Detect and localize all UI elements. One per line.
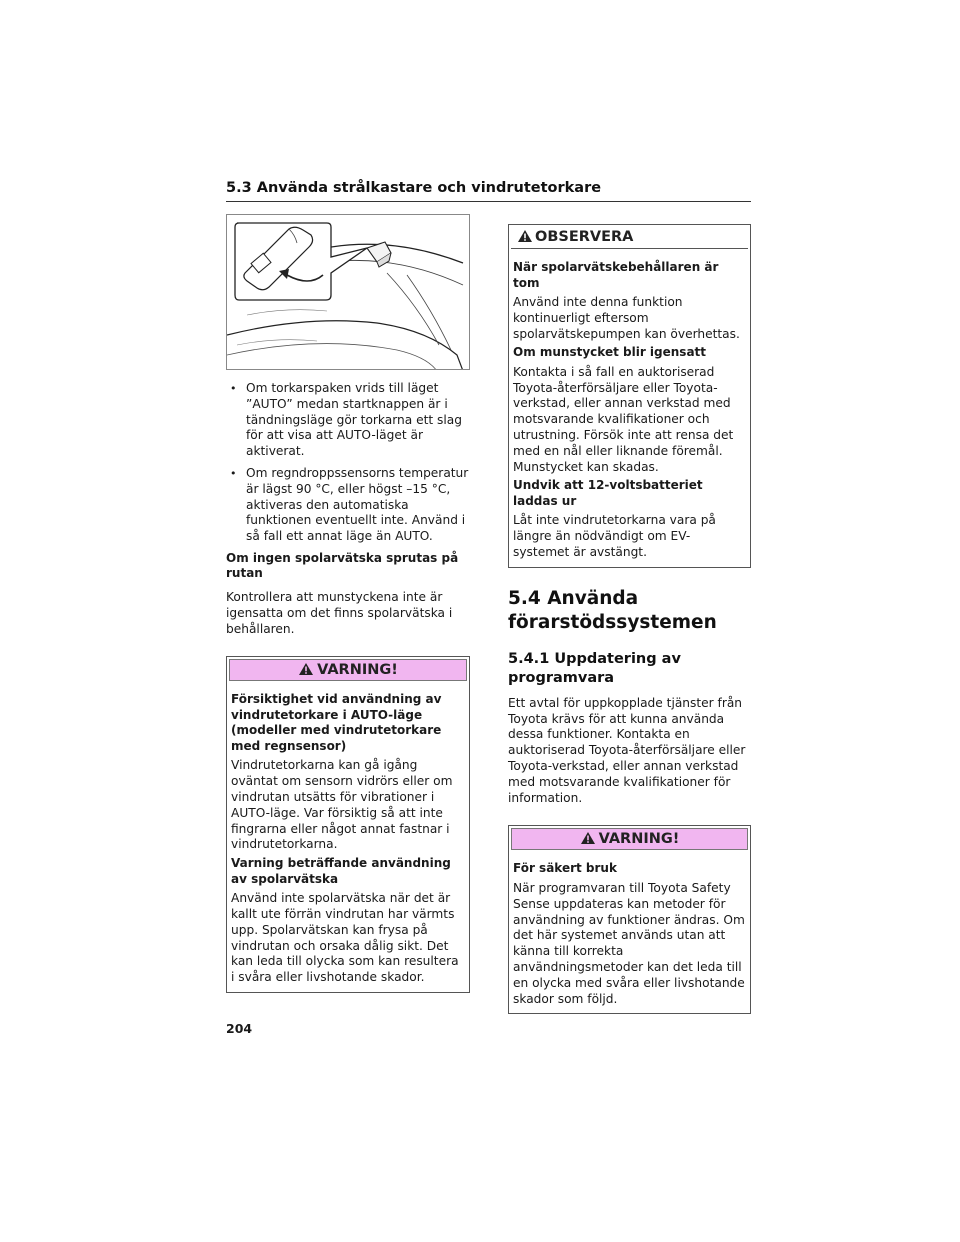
section-title: 5.3 Använda strålkastare och vindrutetorkare bbox=[226, 180, 602, 196]
warning-triangle-icon bbox=[517, 229, 533, 249]
info-bullet-list bbox=[226, 381, 470, 545]
notice-subheading: När spolarvätskebehållaren är tom bbox=[513, 260, 719, 290]
page-number: 204 bbox=[226, 1021, 253, 1036]
subsection-heading: 5.4.1 Uppdatering av programvara bbox=[508, 650, 681, 686]
warning-box-wipers bbox=[226, 656, 470, 993]
car-windshield-drawing bbox=[227, 215, 470, 370]
paragraph-software-update: Ett avtal för uppkopplade tjänster från Toyota krävs för att kunna använda dessa funktioner. Kontakta en auktoriserad Toyota-återförsäljare eller Toyota-verkstad, eller annan verkstad med motsvarande kvalifikationer för information. bbox=[508, 695, 746, 805]
warning-text: När programvaran till Toyota Safety Sense uppdateras kan metoder för användning av funktioner ändras. Om det här systemet används utan att känna till korrekta användningsmetoder kan det leda till en olycka med svåra eller livshotande skador som följd. bbox=[513, 880, 745, 1006]
warning-triangle-icon bbox=[580, 831, 596, 851]
warning-title: VARNING! bbox=[598, 831, 680, 848]
notice-subheading: Undvik att 12-voltsbatteriet laddas ur bbox=[513, 478, 703, 508]
warning-text: Använd inte spolarvätska när det är kallt ute förrän vindrutan har värmts upp. Spolarvätskan kan frysa på vindrutan och orsaka dålig sikt. Det kan leda till olycka som kan resultera i svåra eller livshotande skador. bbox=[231, 891, 459, 985]
section-heading: 5.4 Använda förarstödssystemen bbox=[508, 587, 717, 633]
paragraph-nozzle-check: Kontrollera att munstyckena inte är igensatta om det finns spolarvätska i behållaren. bbox=[226, 589, 453, 636]
left-column bbox=[226, 214, 470, 993]
notice-subheading: Om munstycket blir igensatt bbox=[513, 345, 707, 360]
warning-subheading: Varning beträffande användning av spolarvätska bbox=[231, 856, 451, 886]
notice-title: OBSERVERA bbox=[535, 229, 634, 245]
notice-header bbox=[511, 227, 748, 249]
warning-header bbox=[511, 828, 748, 850]
right-column bbox=[508, 224, 751, 1014]
list-item: • Om torkarspaken vrids till läget ”AUTO” medan startknappen är i tändningsläge gör torkarna ett slag för att visa att AUTO-läget är aktiverat. bbox=[226, 381, 470, 460]
warning-title: VARNING! bbox=[317, 662, 398, 679]
warning-header bbox=[229, 659, 467, 681]
warning-subheading: Försiktighet vid användning av vindrutetorkare i AUTO-läge (modeller med vindrutetorkare med regnsensor) bbox=[231, 692, 442, 753]
running-header bbox=[226, 178, 751, 202]
wiper-illustration bbox=[226, 214, 470, 370]
warning-box-safety bbox=[508, 825, 751, 1014]
warning-subheading: För säkert bruk bbox=[513, 861, 617, 876]
notice-box bbox=[508, 224, 751, 568]
warning-text: Vindrutetorkarna kan gå igång oväntat om sensorn vidrörs eller om vindrutan utsätts för vibrationer i AUTO-läge. Var försiktig så att inte fingrarna eller något annat fastnar i vindrutetorkarna. bbox=[231, 758, 453, 852]
subheading-no-washer-fluid: Om ingen spolarvätska sprutas på rutan bbox=[226, 550, 459, 581]
notice-text: Kontakta i så fall en auktoriserad Toyota-återförsäljare eller Toyota-verkstad, eller annan verkstad med motsvarande kvalifikationer och utrustning. Försök inte att rensa det med en nål eller liknande föremål. Munstycket kan skadas. bbox=[513, 364, 734, 474]
warning-triangle-icon bbox=[298, 662, 314, 682]
notice-text: Använd inte denna funktion kontinuerligt eftersom spolarvätskepumpen kan överhettas. bbox=[513, 295, 740, 341]
list-item: • Om regndroppssensorns temperatur är lägst 90 °C, eller högst –15 °C, aktiveras den automatiska funktionen eventuellt inte. Använd i så fall ett annat läge än AUTO. bbox=[226, 466, 470, 545]
notice-text: Låt inte vindrutetorkarna vara på längre än nödvändigt om EV-systemet är avstängt. bbox=[513, 513, 716, 560]
